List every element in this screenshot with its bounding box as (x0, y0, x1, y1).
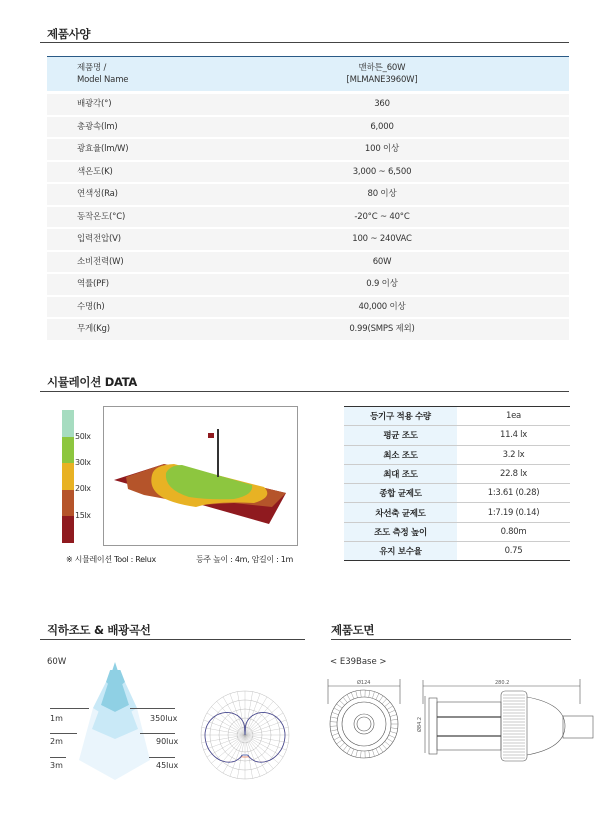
heatsink-fin (376, 693, 379, 699)
heatsink-fin (332, 733, 339, 735)
heatsink-fin (332, 712, 339, 714)
spec-row (47, 94, 569, 115)
spec-table (47, 56, 569, 342)
spec-key: 소비전력(W) (77, 256, 124, 267)
base-label: < E39Base > (330, 657, 387, 667)
result-value: 22.8 lx (457, 464, 570, 483)
heatsink-fin (376, 748, 379, 754)
spec-row (47, 319, 569, 340)
distance-1m: 1m (50, 714, 63, 723)
result-value: 1ea (457, 407, 570, 426)
spec-key: 동작온도(°C) (77, 211, 126, 222)
spec-value: -20°C ~ 40°C (354, 211, 410, 222)
heatsink-fin (387, 738, 393, 742)
luminaire (208, 433, 214, 438)
spec-key: 무게(Kg) (77, 324, 110, 335)
spec-header-value (217, 62, 547, 86)
simulation-image (104, 407, 299, 547)
result-key: 종합 균제도 (344, 484, 457, 503)
section-divider (40, 391, 569, 392)
section-divider (40, 42, 569, 43)
heatsink-fin (391, 719, 398, 720)
heatsink-fin (343, 697, 347, 703)
distance-2m: 2m (50, 737, 63, 746)
heatsink-inner (337, 697, 391, 751)
heatsink-fin (390, 715, 397, 717)
result-row (344, 542, 570, 561)
result-row (344, 522, 570, 541)
heatsink-fin (360, 751, 361, 758)
simulation-tool-note: ※ 시뮬레이션 Tool : Relux (66, 555, 156, 564)
pole (217, 429, 219, 477)
dim-diameter-text: Ø124 (357, 680, 371, 686)
spec-key: 수명(h) (77, 301, 105, 312)
result-key: 조도 측정 높이 (344, 522, 457, 541)
spec-value: 100 ~ 240VAC (352, 234, 412, 245)
result-row (344, 464, 570, 483)
lux-90: 90lux (156, 737, 179, 746)
heatsink-outer (330, 690, 398, 758)
spec-value: 80 이상 (367, 189, 397, 200)
heatsink-fin (334, 708, 340, 711)
spec-key: 총광속(lm) (77, 121, 118, 132)
spec-key: 입력전압(V) (77, 234, 121, 245)
lux-line-90 (140, 733, 175, 734)
simulation-section-title: 시뮬레이션 DATA (47, 375, 137, 389)
heatsink-fin (336, 704, 342, 708)
heatsink-fin (387, 706, 393, 710)
distance-line-1m (50, 708, 89, 709)
illuminance-legend (62, 410, 74, 543)
heatsink-body (501, 691, 527, 761)
neck (527, 697, 565, 755)
result-key: 최소 조도 (344, 445, 457, 464)
spec-key: 광효율(lm/W) (77, 144, 129, 155)
legend-swatch (62, 490, 74, 517)
pole-height-note: 등주 높이 : 4m, 암길이 : 1m (196, 555, 294, 564)
lux-45: 45lux (156, 761, 179, 770)
heatsink-fin (340, 700, 345, 705)
heatsink-fin (331, 717, 338, 718)
spec-value: 60W (372, 256, 392, 267)
lux-350: 350lux (150, 714, 178, 723)
spec-value: 3,000 ~ 6,500 (352, 166, 412, 177)
model-name-label-en: Model Name (77, 75, 129, 85)
result-value: 3.2 lx (457, 445, 570, 464)
legend-swatch (62, 516, 74, 543)
spec-row (47, 207, 569, 228)
legend-label-20: 20lx (75, 484, 91, 493)
heatsink-fin (382, 699, 387, 704)
result-row (344, 503, 570, 522)
heatsink-fin (336, 740, 342, 744)
model-name: 맨하튼_60W (358, 63, 406, 73)
spec-value: 6,000 (370, 121, 394, 132)
lux-line-45 (149, 757, 175, 758)
lux-line-350 (130, 708, 175, 709)
heatsink-fin (334, 737, 340, 740)
spec-key: 배광각(°) (77, 99, 112, 110)
result-key: 평균 조도 (344, 426, 457, 445)
legend-swatch (62, 463, 74, 490)
section-divider (40, 639, 305, 640)
wattage-label: 60W (47, 657, 67, 667)
heatsink-fin (389, 710, 395, 713)
illuminance-section-title: 직하조도 & 배광곡선 (47, 623, 151, 637)
heatsink-fin (340, 743, 345, 748)
spec-section-title: 제품사양 (47, 27, 91, 41)
heatsink-fin (351, 692, 354, 698)
result-row (344, 445, 570, 464)
spec-value: 100 이상 (364, 144, 400, 155)
distance-line-2m (50, 733, 77, 734)
section-divider (331, 639, 571, 640)
distance-3m: 3m (50, 761, 63, 770)
result-value: 1:3.61 (0.28) (457, 484, 570, 503)
heatsink-fin (382, 744, 387, 749)
spec-row (47, 117, 569, 138)
heatsink-fin (379, 696, 383, 702)
heatsink-fin (372, 692, 374, 699)
spec-header-row (47, 57, 569, 91)
heatsink-fin (379, 746, 383, 752)
result-key: 등기구 적용 수량 (344, 407, 457, 426)
heatsink-fin (389, 735, 395, 738)
spec-row (47, 274, 569, 295)
heatsink-fin (356, 691, 358, 698)
heatsink-fin (351, 749, 354, 755)
result-row (344, 426, 570, 445)
result-row (344, 407, 570, 426)
heatsink-fin (372, 750, 374, 757)
legend-swatch (62, 410, 74, 437)
legend-swatch (62, 437, 74, 464)
dim-body-text: Ø84.2 (417, 716, 423, 732)
spec-row (47, 162, 569, 183)
distance-line-3m (50, 757, 66, 758)
spec-row (47, 184, 569, 205)
legend-label-30: 30lx (75, 458, 91, 467)
spec-header-key (77, 62, 217, 86)
heatsink-fin (347, 695, 351, 701)
result-value: 0.75 (457, 542, 570, 561)
heatsink-fin (331, 730, 338, 731)
result-value: 0.80m (457, 522, 570, 541)
heatsink-fin (356, 750, 358, 757)
spec-value: 360 (374, 99, 390, 110)
result-value: 1:7.19 (0.14) (457, 503, 570, 522)
heatsink-fin (343, 745, 347, 751)
spec-value: 0.99(SMPS 제외) (349, 324, 415, 335)
spec-key: 연색성(Ra) (77, 189, 118, 200)
result-key: 유지 보수율 (344, 542, 457, 561)
heatsink-fin (360, 690, 361, 697)
dim-length-text: 280.2 (495, 680, 510, 686)
model-name-label-ko: 제품명 / (77, 63, 107, 73)
heatsink-fin (369, 751, 370, 758)
heatsink-fin (385, 702, 390, 706)
product-drawing (325, 676, 615, 776)
spec-row (47, 139, 569, 160)
result-row (344, 484, 570, 503)
lamp-cap (429, 698, 437, 754)
heatsink-fin (391, 728, 398, 729)
drawing-section-title: 제품도면 (331, 623, 375, 637)
spec-row (47, 229, 569, 250)
legend-label-15: 15lx (75, 511, 91, 520)
heatsink-fin (369, 691, 370, 698)
spec-key: 역률(PF) (77, 279, 109, 290)
model-code: [MLMANE3960W] (346, 75, 418, 85)
spec-row (47, 252, 569, 273)
spec-key: 색온도(K) (77, 166, 113, 177)
result-key: 차선축 균제도 (344, 503, 457, 522)
e39-base (563, 716, 593, 738)
result-key: 최대 조도 (344, 464, 457, 483)
light-distribution-polar-chart (195, 685, 295, 785)
spec-value: 0.9 이상 (366, 279, 398, 290)
result-value: 11.4 lx (457, 426, 570, 445)
led-body (437, 702, 501, 750)
cone-top (101, 662, 129, 712)
heatsink-fin (390, 731, 397, 733)
legend-label-50: 50lx (75, 432, 91, 441)
spec-value: 40,000 이상 (358, 301, 406, 312)
heatsink-fin (347, 747, 351, 753)
heatsink-fin (385, 741, 390, 745)
simulation-results-table (344, 406, 570, 561)
spec-row (47, 297, 569, 318)
simulation-render (103, 406, 298, 546)
